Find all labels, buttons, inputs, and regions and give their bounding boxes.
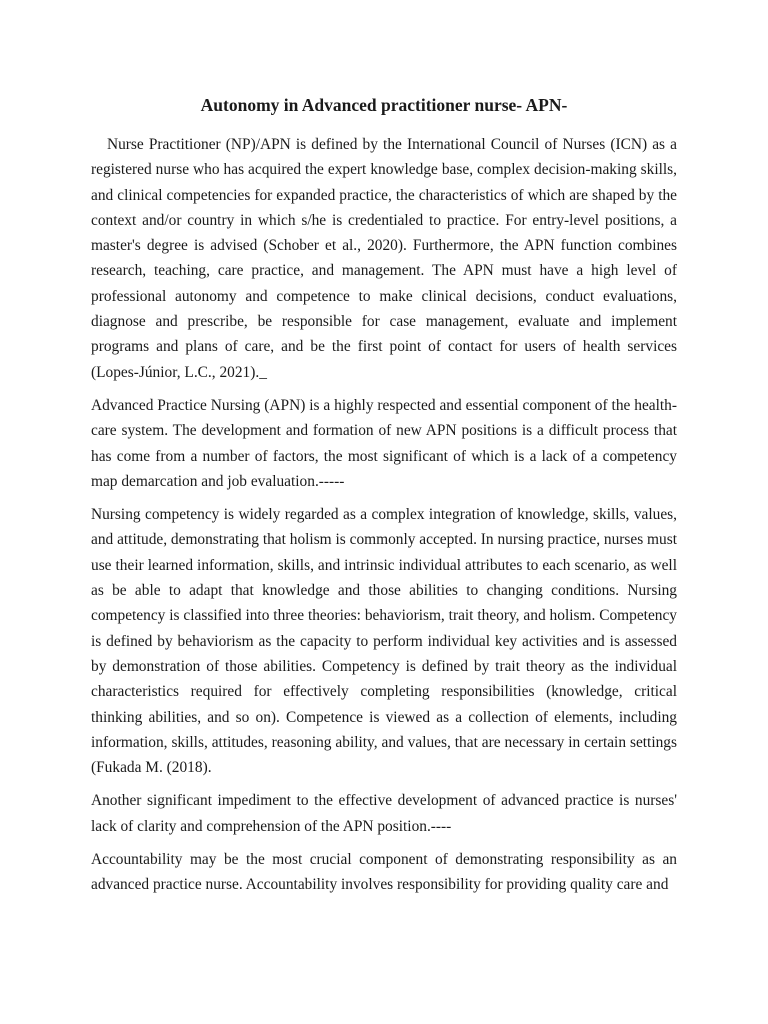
- paragraph-apn-definition: Nurse Practitioner (NP)/APN is defined by the International Council of Nurses (ICN) as a registered nurse who has acquired the expert knowledge base, complex decision-making skills, and clinical competencies for expanded practice, the characteristics of which are shaped by the context and/or country in which s/he is credentialed to practice. For entry-level positions, a master's degree is advised (Schober et al., 2020). Furthermore, the APN function combines research, teaching, care practice, and management. The APN must have a high level of professional autonomy and competence to make clinical decisions, conduct evaluations, diagnose and prescribe, be responsible for case management, evaluate and implement programs and plans of care, and be the first point of contact for users of health services (Lopes-Júnior, L.C., 2021)._: [91, 136, 677, 381]
- paragraph-apn-component: Advanced Practice Nursing (APN) is a highly respected and essential component of the health-care system. The development and formation of new APN positions is a difficult process that has come from a number of factors, the most significant of which is a lack of a competency map demarcation and job evaluation.-----: [91, 396, 677, 490]
- paragraph-accountability: Accountability may be the most crucial component of demonstrating responsibility as an advanced practice nurse. Accountability involves responsibility for providing quality care and: [91, 851, 677, 894]
- paragraph-nursing-competency: Nursing competency is widely regarded as a complex integration of knowledge, skills, values, and attitude, demonstrating that holism is commonly accepted. In nursing practice, nurses must use their learned information, skills, and intrinsic individual attributes to each scenario, as well as be able to adapt that knowledge and those abilities to changing conditions. Nursing competency is classified into three theories: behaviorism, trait theory, and holism. Competency is defined by behaviorism as the capacity to perform individual key activities and is assessed by demonstration of those abilities. Competency is defined by trait theory as the individual characteristics required for effectively completing responsibilities (knowledge, critical thinking abilities, and so on). Competence is viewed as a collection of elements, including information, skills, attitudes, reasoning ability, and values, that are necessary in certain settings (Fukada M. (2018).: [91, 506, 677, 777]
- paragraph-impediment: Another significant impediment to the effective development of advanced practice is nurses' lack of clarity and comprehension of the APN position.----: [91, 792, 677, 835]
- document-body: [91, 132, 677, 906]
- document-title: Autonomy in Advanced practitioner nurse- APN-: [200, 95, 568, 115]
